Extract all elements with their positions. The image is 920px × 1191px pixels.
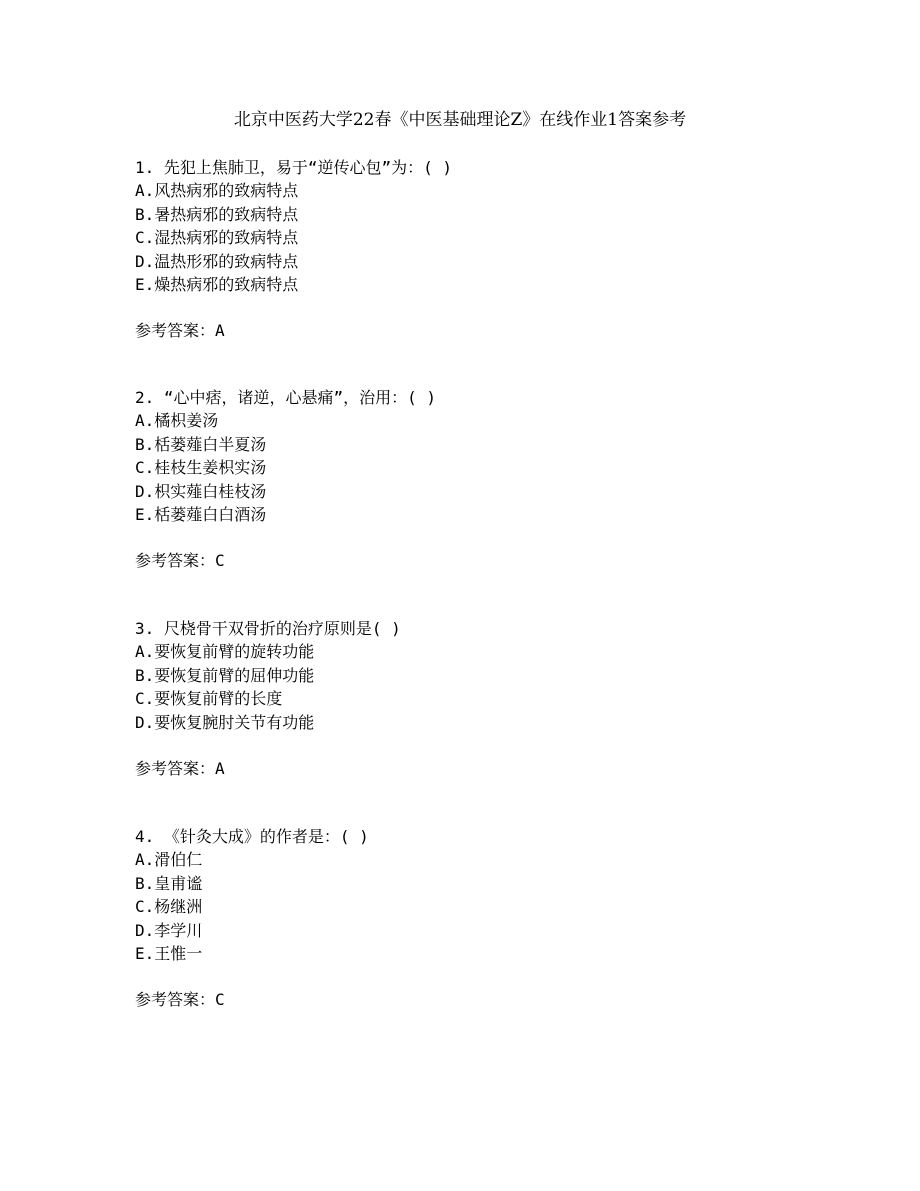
option-b: B.要恢复前臂的屈伸功能 [135, 665, 315, 685]
option-d: D.温热形邪的致病特点 [135, 251, 299, 271]
question-block-4 [135, 825, 835, 1012]
option-d: D.李学川 [135, 920, 203, 940]
option-c: C.湿热病邪的致病特点 [135, 228, 299, 248]
option-c: C.桂枝生姜枳实汤 [135, 458, 267, 478]
reference-answer: 参考答案：A [135, 321, 225, 341]
option-d: D.要恢复腕肘关节有功能 [135, 712, 315, 732]
option-c: C.杨继洲 [135, 897, 203, 917]
question-stem: 3. 尺桡骨干双骨折的治疗原则是( ) [135, 619, 401, 638]
question-block-2 [135, 386, 835, 573]
question-stem: 1. 先犯上焦肺卫，易于“逆传心包”为：( ) [135, 158, 453, 177]
option-b: B.暑热病邪的致病特点 [135, 204, 299, 224]
reference-answer: 参考答案：C [135, 551, 225, 571]
option-b: B.皇甫谧 [135, 873, 203, 893]
option-a: A.风热病邪的致病特点 [135, 181, 299, 201]
reference-answer: 参考答案：A [135, 758, 225, 778]
option-d: D.枳实薤白桂枝汤 [135, 481, 267, 501]
question-block-3 [135, 617, 835, 780]
option-a: A.要恢复前臂的旋转功能 [135, 642, 315, 662]
option-a: A.橘枳姜汤 [135, 411, 219, 431]
option-a: A.滑伯仁 [135, 850, 203, 870]
option-e: E.栝蒌薤白白酒汤 [135, 504, 267, 524]
option-b: B.栝蒌薤白半夏汤 [135, 434, 267, 454]
question-stem: 2. “心中痞，诸逆，心悬痛”，治用：( ) [135, 388, 437, 407]
option-e: E.燥热病邪的致病特点 [135, 274, 299, 294]
document-title: 北京中医药大学22春《中医基础理论Z》在线作业1答案参考 [233, 110, 687, 130]
option-e: E.王惟一 [135, 943, 203, 963]
question-block-1 [135, 156, 835, 343]
option-c: C.要恢复前臂的长度 [135, 689, 283, 709]
reference-answer: 参考答案：C [135, 990, 225, 1010]
question-stem: 4. 《针灸大成》的作者是：( ) [135, 827, 369, 846]
